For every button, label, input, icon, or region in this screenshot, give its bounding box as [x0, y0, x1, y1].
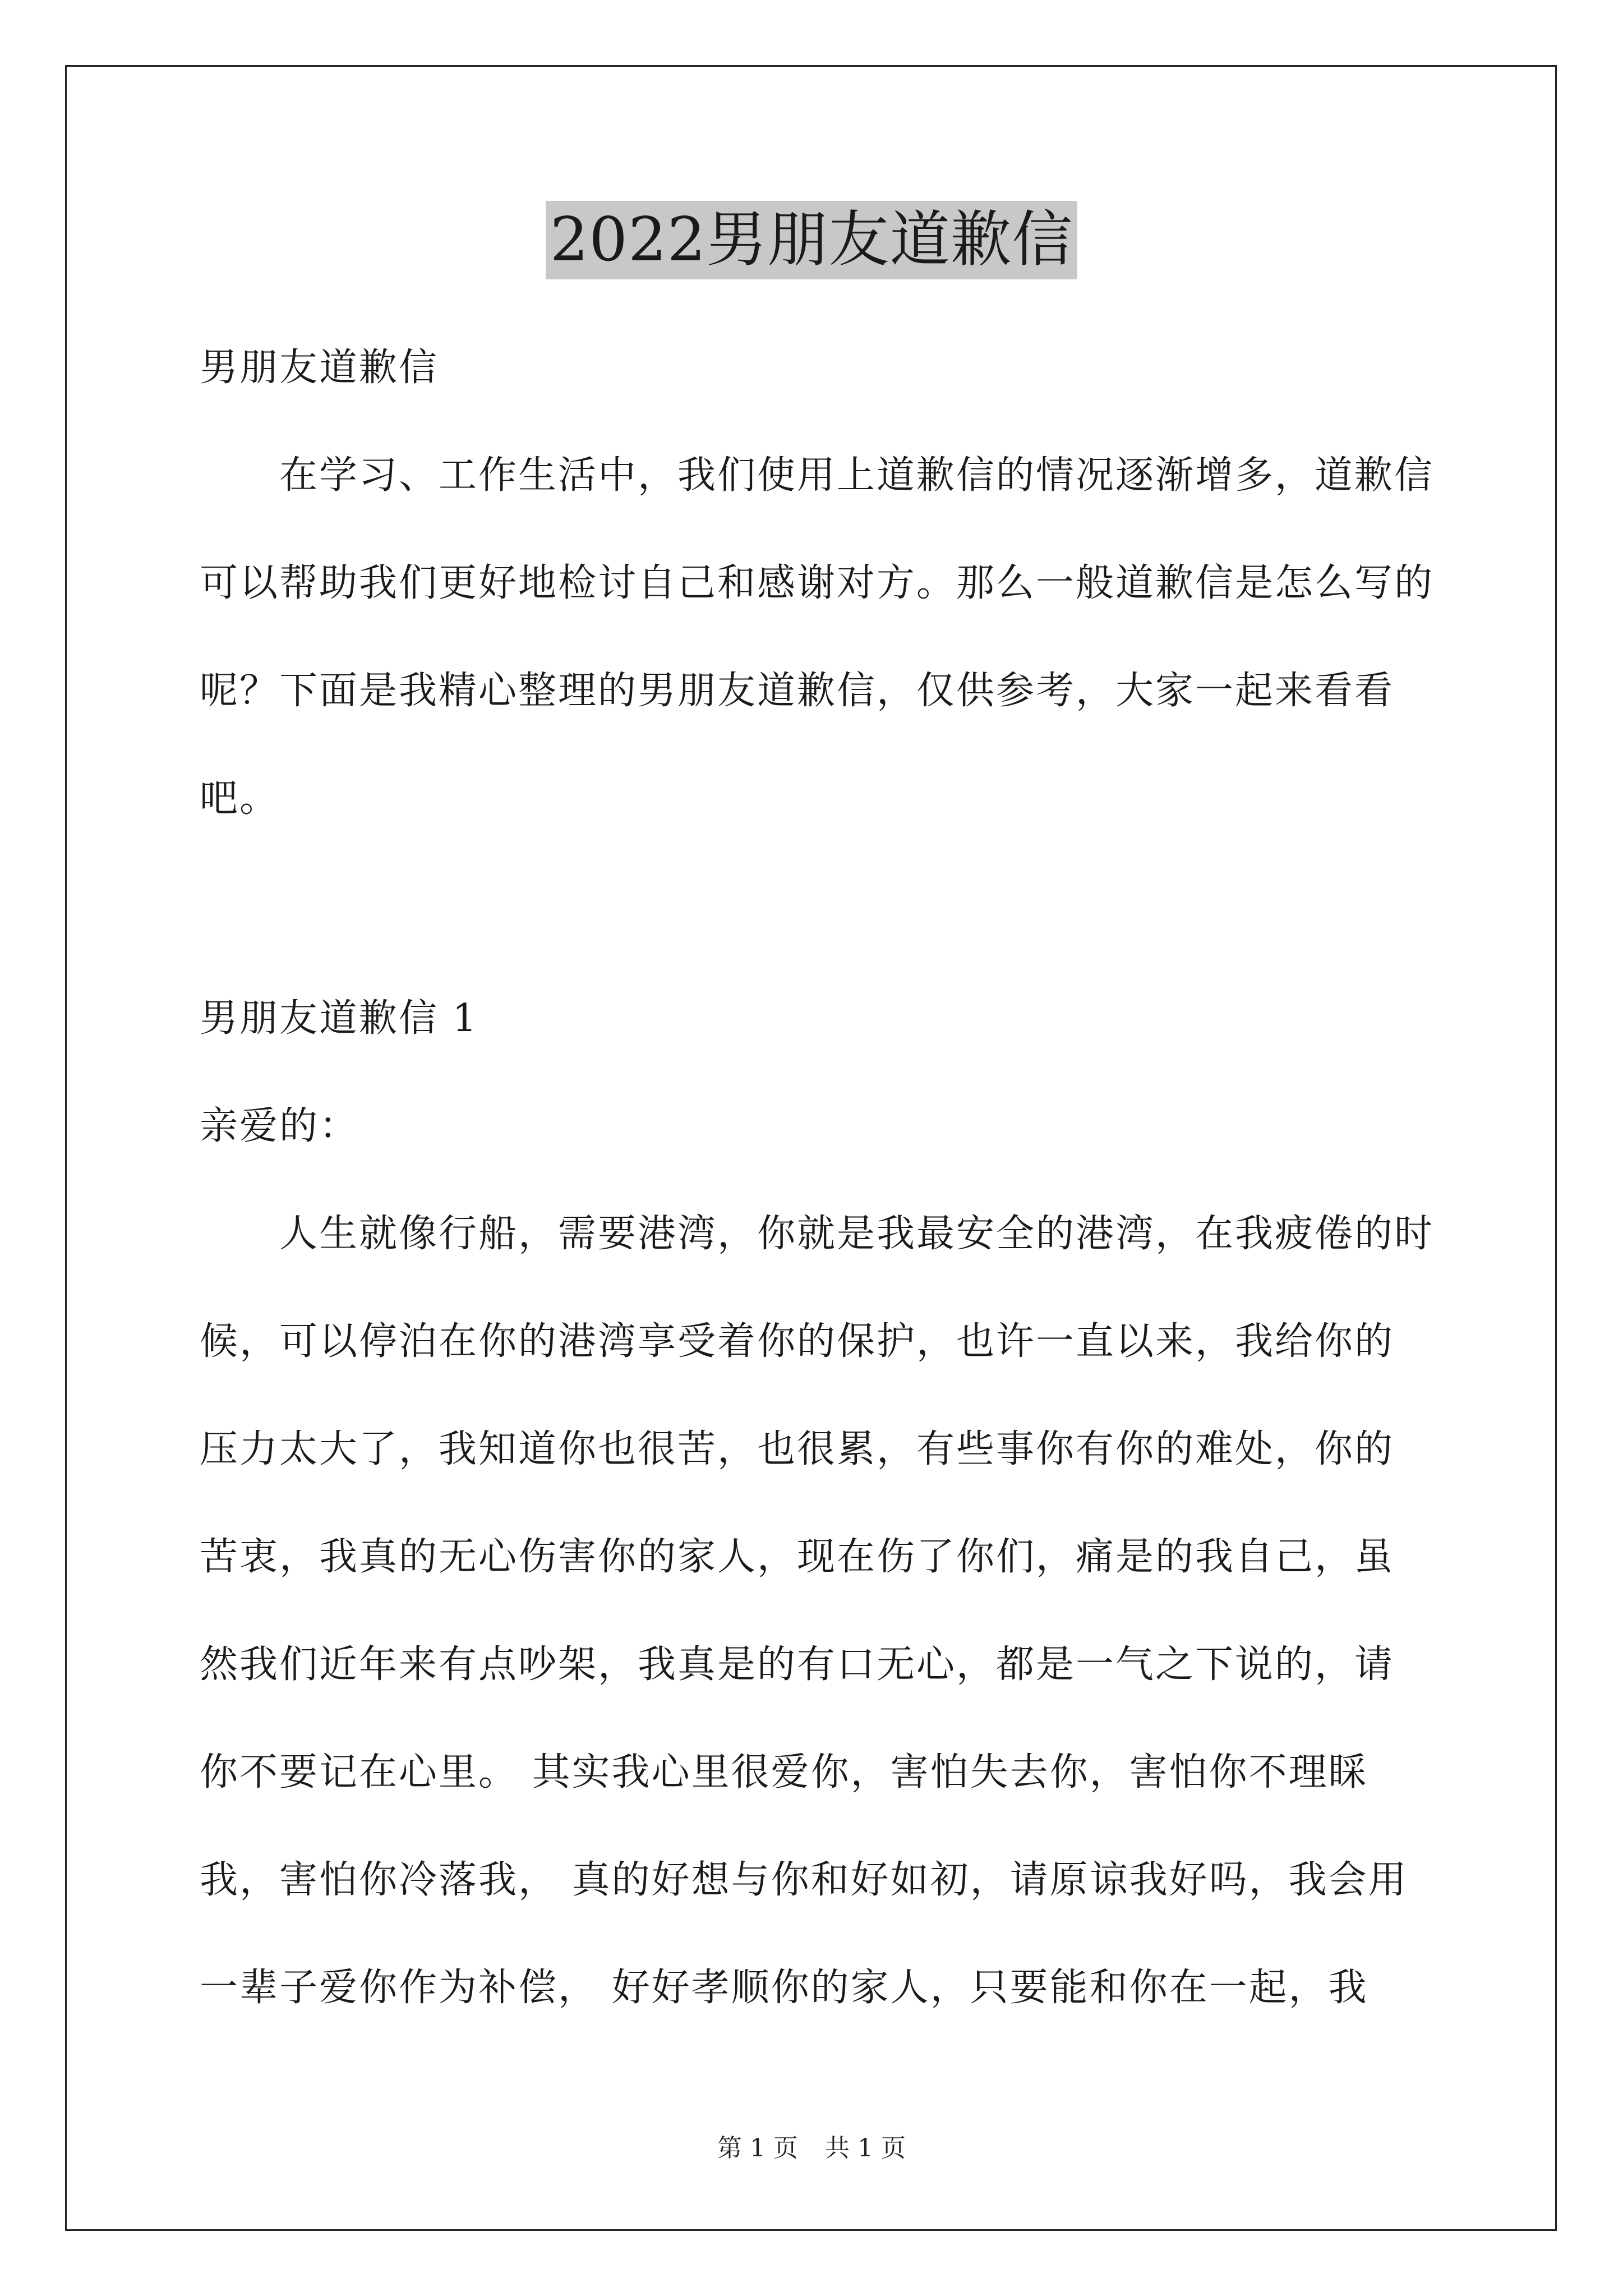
intro-paragraph: 在学习、工作生活中，我们使用上道歉信的情况逐渐增多，道歉信可以帮助我们更好地检讨自己和感谢对方。那么一般道歉信是怎么写的呢？下面是我精心整理的男朋友道歉信，仅供参考，大家一起来看看吧。 — [200, 453, 1435, 821]
letter-salutation: 亲爱的： — [200, 1104, 359, 1148]
page-footer — [0, 2132, 1623, 2165]
document-title: 2022男朋友道歉信 — [546, 201, 1078, 279]
document-body — [200, 314, 1439, 2042]
page-number-total: 共 1 页 — [825, 2134, 906, 2162]
section-spacer — [200, 853, 1439, 965]
section-heading: 男朋友道歉信 1 — [200, 996, 478, 1041]
page-number-current: 第 1 页 — [717, 2134, 798, 2162]
title-container — [0, 201, 1623, 279]
letter-paragraph: 人生就像行船，需要港湾，你就是我最安全的港湾，在我疲倦的时 候，可以停泊在你的港湾享受着你的保护，也许一直以来，我给你的 压力太大了，我知道你也很苦，也很累，有些事你有你的难处，你的 苦衷，我真的无心伤害你的家人，现在伤了你们，痛是的我自己，虽 然我们近年来有点吵架，我真是的有口无心，都是一气之下说的，请 你不要记在心里。 其实我心里很爱你，害怕失去你，害怕你不理睬我，害怕你冷落我， 真的好想与你和好如初，请原谅我好吗，我会用一辈子爱你作为补偿， 好好孝顺你的家人，只要能和你在一起，我 — [200, 1212, 1435, 2010]
document-subtitle: 男朋友道歉信 — [200, 346, 439, 390]
